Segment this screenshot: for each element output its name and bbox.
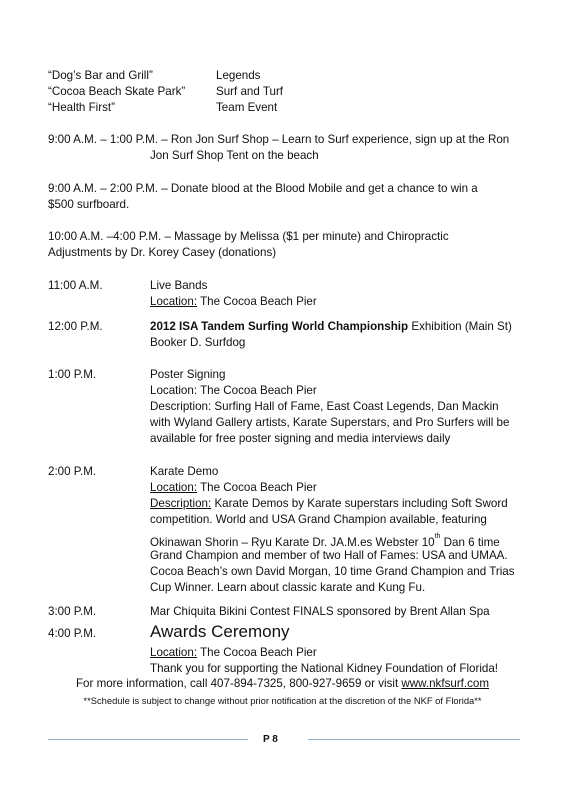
location-text: The Cocoa Beach Pier [197, 481, 317, 494]
event-description: Cocoa Beach’s own David Morgan, 10 time Grand Champion and Trias [150, 565, 515, 578]
event-description: with Wyland Gallery artists, Karate Superstars, and Pro Surfers will be [150, 416, 510, 429]
event-location [150, 644, 317, 661]
website-link[interactable]: www.nkfsurf.com [401, 677, 490, 690]
event-time: 3:00 P.M. [48, 605, 97, 618]
event-description [150, 495, 508, 512]
event-description: available for free poster signing and media interviews daily [150, 432, 451, 445]
description-text: Dan 6 time [440, 535, 500, 549]
event-time: 1:00 P.M. [48, 368, 97, 381]
location-text: The Cocoa Beach Pier [197, 646, 317, 659]
event-description: Grand Champion and member of two Hall of Fames: USA and UMAA. [150, 549, 508, 562]
contact-info [0, 675, 565, 692]
footer-rule-right [308, 739, 520, 740]
sponsor-name: “Cocoa Beach Skate Park” [48, 85, 186, 98]
location-text: The Cocoa Beach Pier [197, 295, 317, 308]
event-description: Description: Surfing Hall of Fame, East Coast Legends, Dan Mackin [150, 400, 499, 413]
footer-rule-left [48, 739, 248, 740]
event-location [150, 479, 317, 496]
sponsor-event: Legends [216, 69, 261, 82]
event-title: Karate Demo [150, 465, 219, 478]
sponsor-name: “Dog’s Bar and Grill” [48, 69, 153, 82]
contact-text: For more information, call 407-894-7325, 800-927-9659 or visit [75, 677, 402, 690]
surf-lesson-line2: Jon Surf Shop Tent on the beach [150, 149, 319, 162]
event-host: Booker D. Surfdog [150, 336, 246, 349]
event-time: 11:00 A.M. [48, 279, 103, 292]
massage-line2: Adjustments by Dr. Korey Casey (donations) [48, 246, 277, 259]
surf-lesson-line1: 9:00 A.M. – 1:00 P.M. – Ron Jon Surf Shop – Learn to Surf experience, sign up at the Ron [48, 133, 510, 146]
event-description: competition. World and USA Grand Champion available, featuring [150, 513, 487, 526]
event-title [150, 318, 512, 335]
location-label: Location: [150, 481, 198, 494]
description-text: Karate Demos by Karate superstars including Soft Sword [211, 497, 508, 510]
description-text: Okinawan Shorin – Ryu Karate Dr. JA.M.es Webster 10 [150, 535, 435, 549]
location-label: Location: [150, 646, 198, 659]
event-title: Poster Signing [150, 368, 226, 381]
sponsor-event: Team Event [216, 101, 278, 114]
championship-name: 2012 ISA Tandem Surfing World Championship [150, 320, 409, 333]
event-time: 4:00 P.M. [48, 627, 97, 640]
sponsor-name: “Health First” [48, 101, 115, 114]
massage-line1: 10:00 A.M. –4:00 P.M. – Massage by Melissa ($1 per minute) and Chiropractic [48, 230, 449, 243]
event-title: Live Bands [150, 279, 208, 292]
description-label: Description: [150, 497, 212, 510]
event-location [150, 293, 317, 310]
sponsor-event: Surf and Turf [216, 85, 284, 98]
location-label: Location: [150, 295, 198, 308]
event-title-rest: Exhibition (Main St) [408, 320, 512, 333]
event-title: Mar Chiquita Bikini Contest FINALS sponsored by Brent Allan Spa [150, 605, 490, 618]
ordinal-suffix: th [434, 533, 441, 540]
blood-drive-line2: $500 surfboard. [48, 198, 130, 211]
awards-ceremony-title: Awards Ceremony [150, 622, 290, 641]
schedule-disclaimer: **Schedule is subject to change without prior notification at the discretion of the NKF of Florida** [83, 695, 482, 706]
page-number: P 8 [263, 734, 278, 745]
event-description: Cup Winner. Learn about classic karate and Kung Fu. [150, 581, 426, 594]
thank-you-note: Thank you for supporting the National Kidney Foundation of Florida! [150, 662, 499, 675]
blood-drive-line1: 9:00 A.M. – 2:00 P.M. – Donate blood at the Blood Mobile and get a chance to win a [48, 182, 478, 195]
event-location: Location: The Cocoa Beach Pier [150, 384, 317, 397]
event-time: 2:00 P.M. [48, 465, 97, 478]
event-time: 12:00 P.M. [48, 320, 103, 333]
